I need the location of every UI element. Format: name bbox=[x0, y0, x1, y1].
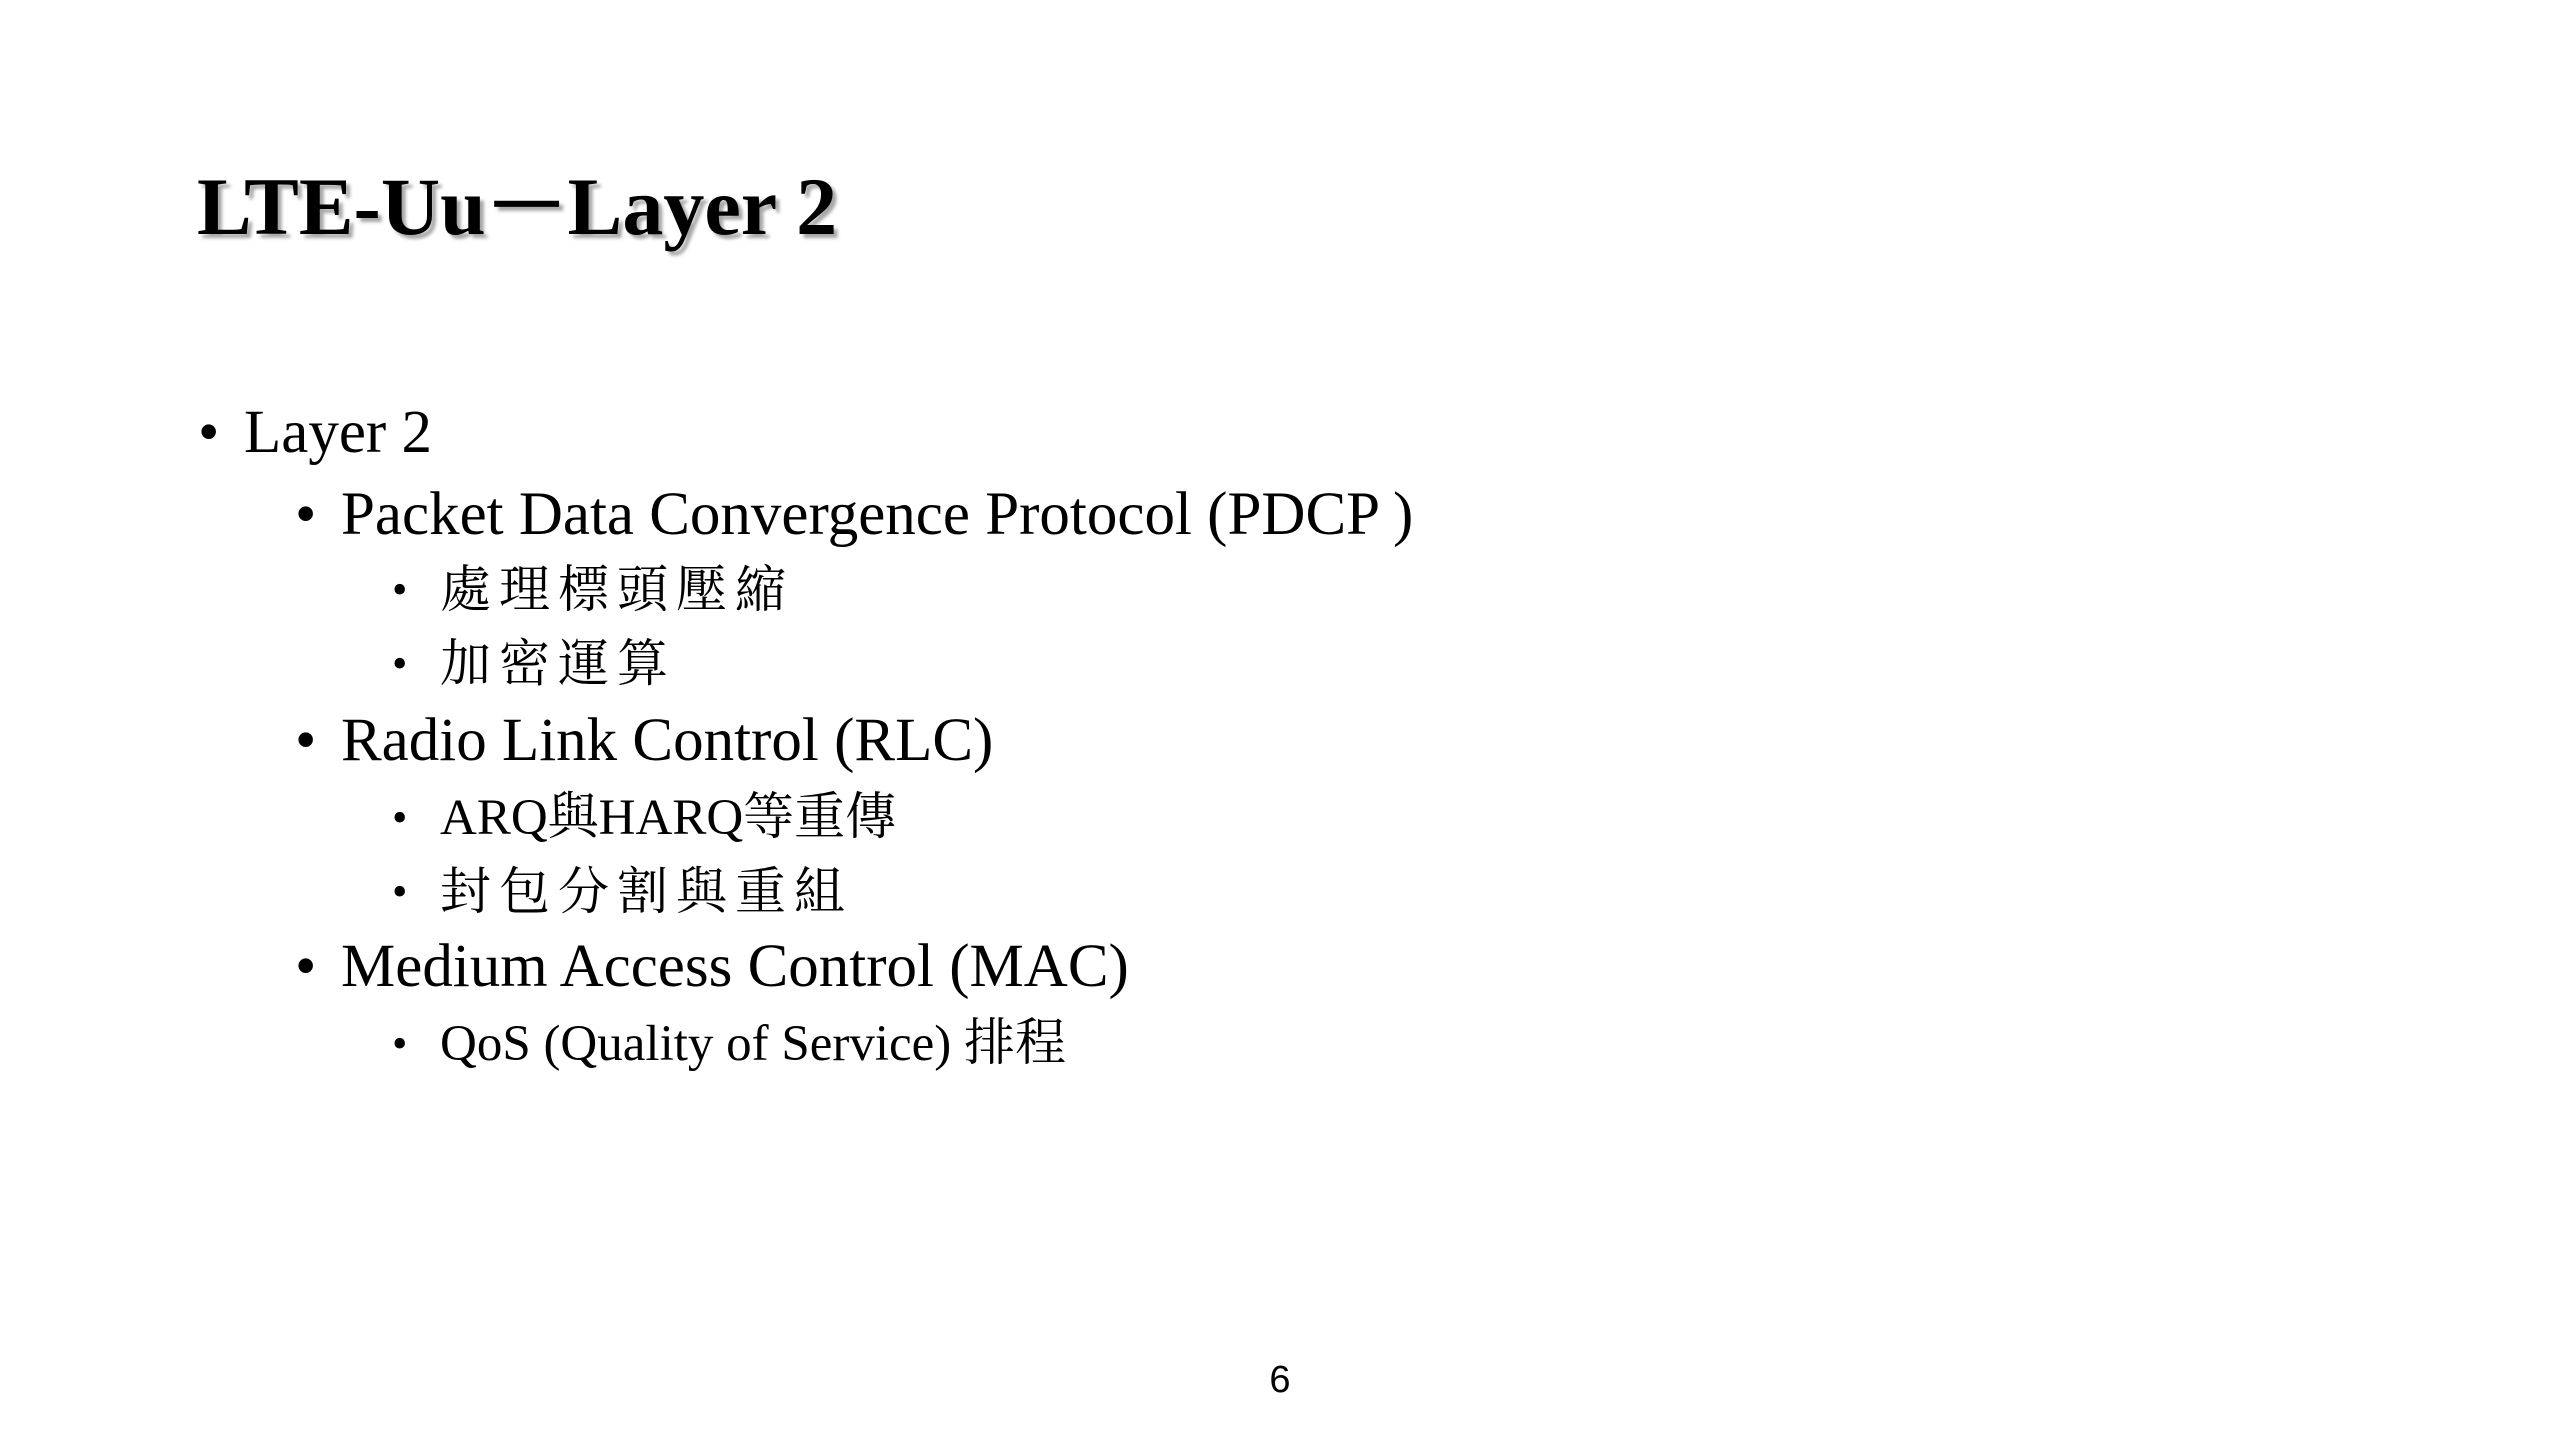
bullet-dot-icon: • bbox=[392, 793, 408, 842]
bullet-level3-qos-scheduling bbox=[392, 1014, 1067, 1075]
bullet-level2-rlc bbox=[295, 704, 994, 777]
bullet-text: ARQ與HARQ等重傳 bbox=[440, 790, 897, 846]
bullet-dot-icon: • bbox=[392, 1019, 408, 1068]
bullet-text: 封包分割與重組 bbox=[440, 863, 854, 922]
bullet-text: 加密運算 bbox=[440, 635, 677, 694]
slide-title: LTE-Uu－Layer 2 bbox=[197, 161, 838, 252]
bullet-dot-icon: • bbox=[295, 707, 317, 774]
bullet-level2-mac bbox=[295, 930, 1129, 1003]
bullet-text: Layer 2 bbox=[244, 399, 432, 466]
bullet-level2-pdcp bbox=[295, 478, 1414, 551]
bullet-level3-encryption bbox=[392, 634, 677, 696]
page-number: 6 bbox=[1269, 1359, 1291, 1401]
bullet-dot-icon: • bbox=[198, 399, 220, 466]
bullet-level1-layer2 bbox=[198, 396, 432, 469]
bullet-dot-icon: • bbox=[295, 933, 317, 1000]
bullet-dot-icon: • bbox=[392, 639, 408, 688]
bullet-level3-segmentation bbox=[392, 862, 854, 924]
bullet-dot-icon: • bbox=[295, 481, 317, 548]
bullet-level3-header-compression bbox=[392, 560, 795, 622]
bullet-text: Radio Link Control (RLC) bbox=[341, 707, 994, 774]
bullet-level3-retransmission bbox=[392, 788, 897, 849]
bullet-text: Packet Data Convergence Protocol (PDCP ) bbox=[341, 481, 1414, 548]
bullet-text: 處理標頭壓縮 bbox=[440, 561, 795, 620]
bullet-text: Medium Access Control (MAC) bbox=[341, 933, 1129, 1000]
bullet-dot-icon: • bbox=[392, 565, 408, 614]
bullet-text: QoS (Quality of Service) 排程 bbox=[440, 1016, 1067, 1072]
bullet-dot-icon: • bbox=[392, 867, 408, 916]
